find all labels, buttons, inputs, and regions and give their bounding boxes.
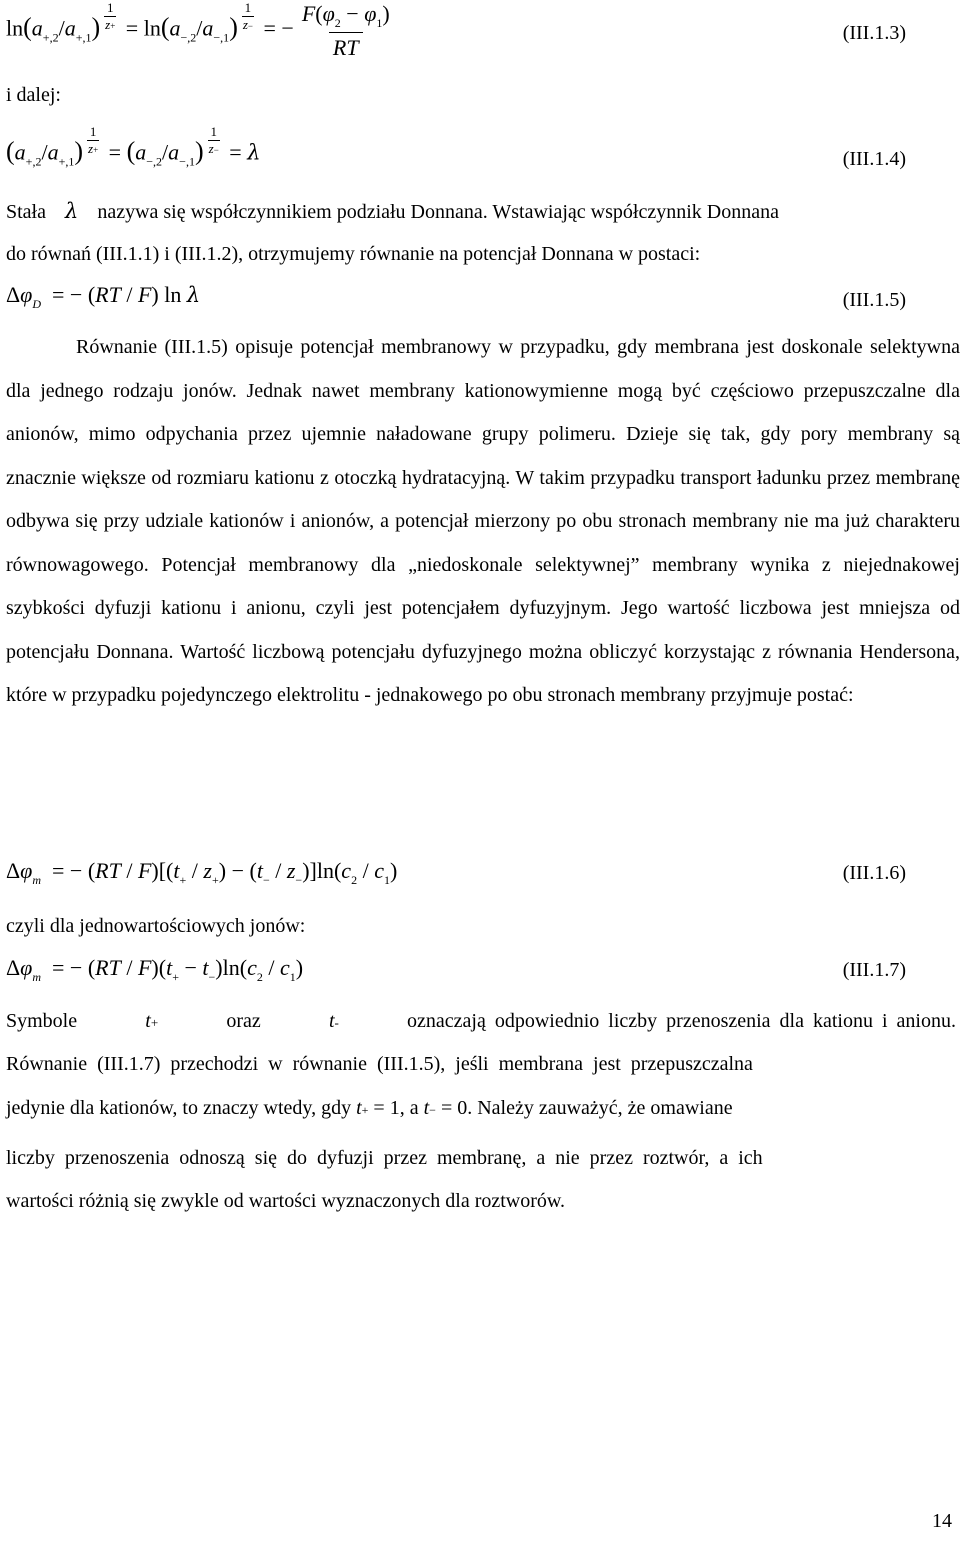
symbol-t-plus: t+ xyxy=(145,1010,159,1032)
symbol-t-minus: t- xyxy=(328,1010,339,1032)
text-liczby: liczby przenoszenia odnoszą się do dyfuzji przez membranę, a nie przez roztwór, a ich xyxy=(6,1147,763,1169)
text-stala-line: Stała λ nazywa się współczynnikiem podziału Donnana. Wstawiając współczynnik Donnana xyxy=(6,199,779,223)
text-czyli: czyli dla jednowartościowych jonów: xyxy=(6,915,306,937)
text-stala-a: Stała xyxy=(6,201,46,223)
text-stala-b: nazywa się współczynnikiem podziału Donnana. Wstawiając współczynnik Donnana xyxy=(97,201,779,223)
equation-iii-1-5: $\Delta\varphi_D$ = − (RT / F) ln λ xyxy=(6,282,201,311)
page-number: 14 xyxy=(932,1510,952,1532)
equation-label: (III.1.7) xyxy=(842,959,906,981)
text-symbole-3: oznaczają odpowiednio liczby przenoszenia dla kationu i anionu. xyxy=(407,1010,956,1032)
text-jedynie-c: . Należy zauważyć, że omawiane xyxy=(467,1097,733,1119)
paragraph-rownanie: Równanie (III.1.5) opisuje potencjał membranowy w przypadku, gdy membrana jest doskonale selektywna dla jednego rodzaju jonów. Jednak nawet membrany kationowymienne mogą być częściowo przepuszczalne dla anionów, mimo odpychania przez ujemnie naładowane grupy polimeru. Dzieje się tak, gdy pory membrany są znacznie większe od rozmiaru kationu z otoczką hydratacyjną. W takim przypadku transport ładunku przez membranę odbywa się przy udziale kationów i anionów, a potencjał mierzony po obu stronach membrany nie ma już charakteru równowagowego. Potencjał membranowy dla „niedoskonale selektywnej” membrany wynika z niejednakowej szybkości dyfuzji kationu i anionu, czyli jest potencjałem dyfuzyjnym. Jego wartość liczbowa jest mniejsza od potencjału Donnana. Wartość liczbową potencjału dyfuzyjnego można obliczyć korzystając z równania Hendersona, które w przypadku pojedynczego elektrolitu - jednakowego po obu stronach membrany przyjmuje postać: xyxy=(6,336,960,706)
text-symbole-1: Symbole xyxy=(6,1010,78,1032)
text-symbole xyxy=(6,1010,956,1033)
equation-iii-1-7: $\Delta\varphi_m$ = − $(RT / F)(t_+ - t_-)\ln(c_2 / c_1)$ xyxy=(6,955,304,984)
text-i-dalej: i dalej: xyxy=(6,84,61,106)
equation-label: (III.1.5) xyxy=(842,289,906,311)
equation-label: (III.1.6) xyxy=(842,862,906,884)
equation-iii-1-6: $\Delta\varphi_m$ = − $(RT / F)[(t_+ / z_+) - (t_- / z_-)]\ln(c_2 / c_1)$ xyxy=(6,858,398,887)
text-wartosci: wartości różnią się zwykle od wartości wyznaczonych dla roztworów. xyxy=(6,1190,566,1212)
math-t-plus-eq-1: t+ = 1 xyxy=(356,1097,400,1119)
equation-iii-1-4: $(a_{+,2}/a_{+,1})$ $\frac{1}{z+}$ = $(a_{-,2}/a_{-,1})$ $\frac{1}{z-}$ = λ xyxy=(6,124,261,169)
text-symbole-2: oraz xyxy=(226,1010,261,1032)
equation-label: (III.1.4) xyxy=(842,148,906,170)
equation-iii-1-3: $\ln(a_{+,2}/a_{+,1})$ $\frac{1}{z+}$ = $\ln(a_{-,2}/a_{-,1})$ $\frac{1}{z-}$ = − $\frac{F(\varphi_2 - \varphi_1)}{RT}$ xyxy=(6,0,390,60)
equation-label: (III.1.3) xyxy=(842,22,906,44)
text-jedynie-a: jedynie dla kationów, to znaczy wtedy, gdy xyxy=(6,1097,352,1119)
text-rownanie-7: Równanie (III.1.7) przechodzi w równanie (III.1.5), jeśli membrana jest przepuszczalna xyxy=(6,1053,753,1075)
text-jedynie xyxy=(6,1097,733,1120)
text-do-rownan: do równań (III.1.1) i (III.1.2), otrzymujemy równanie na potencjał Donnana w postaci: xyxy=(6,243,701,265)
math-t-minus-eq-0: t− = 0 xyxy=(423,1097,468,1119)
text-jedynie-b: , a xyxy=(399,1097,419,1119)
